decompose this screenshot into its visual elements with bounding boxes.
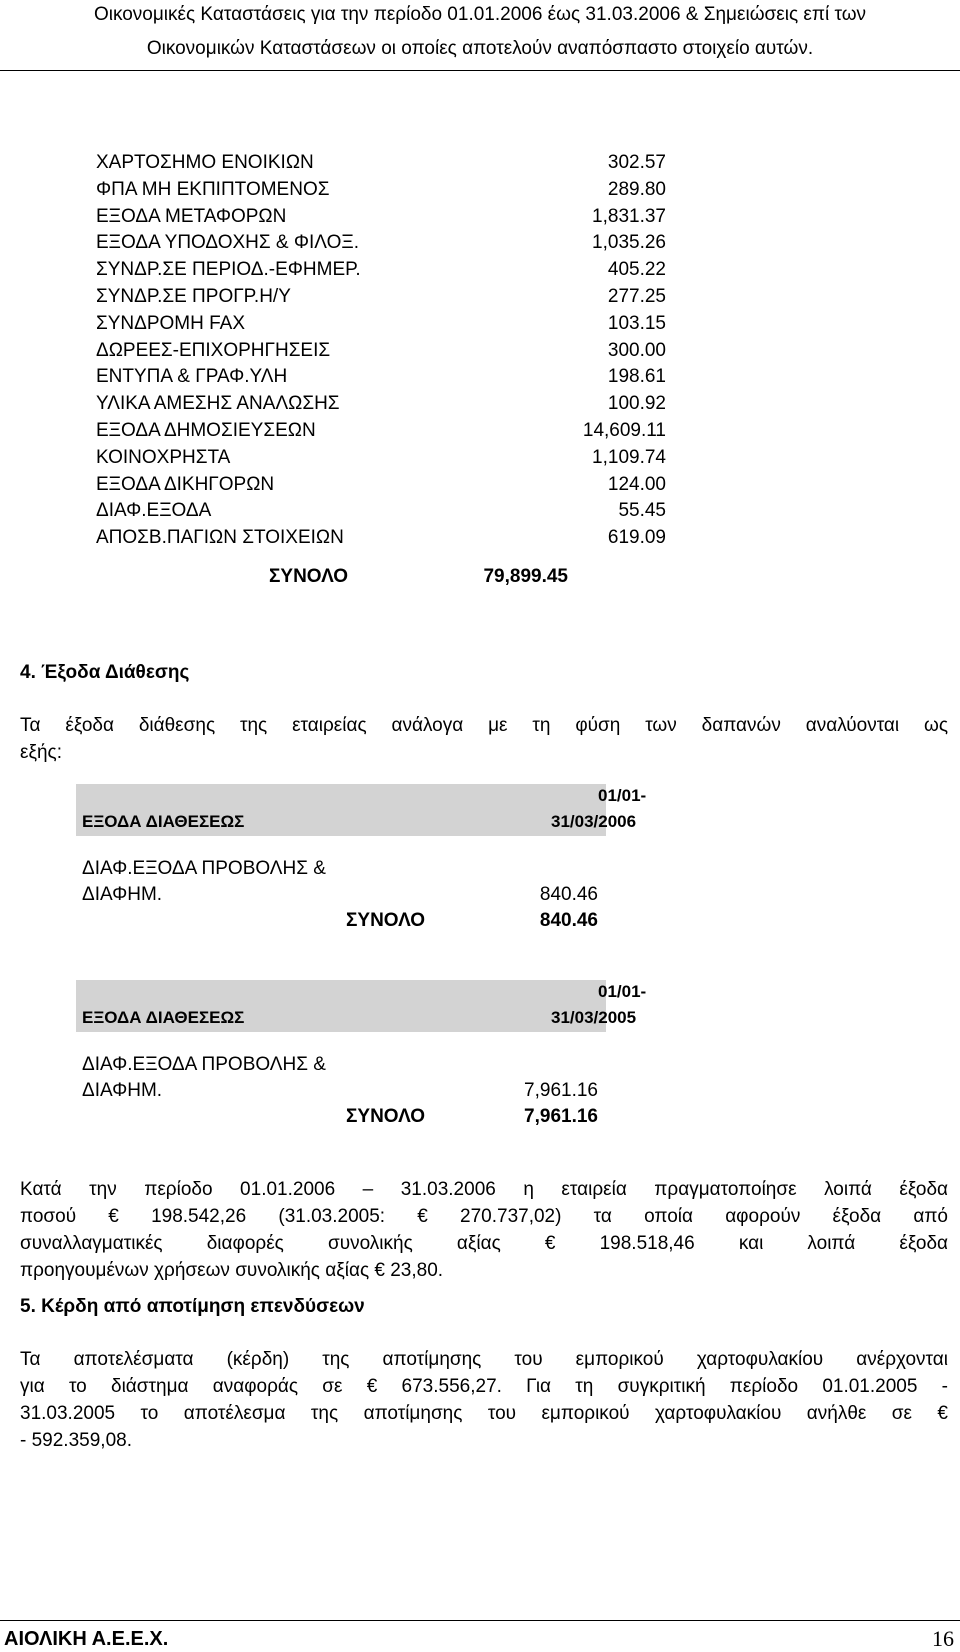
expense-amount: 1,035.26 <box>592 232 666 254</box>
table-row <box>96 230 666 257</box>
table-row <box>96 472 666 499</box>
table-2005-period-line1: 01/01- <box>598 982 647 1001</box>
table-row <box>96 498 666 525</box>
expense-label: ΣΥΝΔΡ.ΣΕ ΠΕΡΙΟΔ.-ΕΦΗΜΕΡ. <box>96 259 361 281</box>
table-row <box>96 364 666 391</box>
table-row <box>96 150 666 177</box>
page-header-line2: Οικονομικών Καταστάσεων οι οποίες αποτελούν αναπόσπαστο στοιχείο αυτών. <box>146 38 814 59</box>
expenses-table <box>96 150 666 552</box>
footer-divider <box>0 1620 960 1621</box>
expense-amount: 302.57 <box>607 152 666 173</box>
footer-page-number: 16 <box>932 1626 954 1651</box>
expense-label: ΔΩΡΕΕΣ-ΕΠΙΧΟΡΗΓΗΣΕΙΣ <box>96 339 331 361</box>
table-2005-total-amount: 7,961.16 <box>524 1106 598 1127</box>
expense-amount: 405.22 <box>607 259 666 281</box>
expense-amount: 103.15 <box>607 312 666 334</box>
table-2006-total-label: ΣΥΝΟΛΟ <box>346 910 426 931</box>
expense-amount: 289.80 <box>607 178 666 200</box>
section-4-paragraph <box>20 1176 948 1284</box>
section-4-paragraph-line: συναλλαγματικές διαφορές συνολικής αξίας € 198.518,46 και λοιπά έξοδα <box>20 1233 948 1254</box>
expense-label: ΦΠΑ ΜΗ ΕΚΠΙΠΤΟΜΕΝΟΣ <box>96 178 330 200</box>
expense-label: ΕΞΟΔΑ ΜΕΤΑΦΟΡΩΝ <box>96 205 287 227</box>
expense-amount: 1,831.37 <box>592 205 666 227</box>
table-row <box>96 338 666 365</box>
expense-label: ΕΞΟΔΑ ΔΗΜΟΣΙΕΥΣΕΩΝ <box>96 419 316 441</box>
section-5-paragraph-line: 31.03.2005 το αποτέλεσμα της αποτίμησης του εμπορικού χαρτοφυλακίου ανήλθε σε € <box>20 1403 948 1424</box>
section-4-intro <box>20 712 948 766</box>
section-5-title: 5. Κέρδη από αποτίμηση επενδύσεων <box>20 1296 365 1317</box>
expense-label: ΣΥΝΔΡΟΜΗ FAX <box>96 312 246 334</box>
expense-label: ΣΥΝΔΡ.ΣΕ ΠΡΟΓΡ.Η/Υ <box>96 285 291 307</box>
expense-amount: 277.25 <box>607 285 666 307</box>
table-2006-header <box>76 784 647 836</box>
section-4-title: 4. Έξοδα Διάθεσης <box>20 662 190 683</box>
section-5-paragraph-line: - 592.359,08. <box>20 1430 132 1451</box>
section-5-paragraph <box>20 1346 948 1454</box>
expense-amount: 14,609.11 <box>582 419 666 441</box>
expenses-total-label: ΣΥΝΟΛΟ <box>269 566 349 587</box>
expenses-total-amount: 79,899.45 <box>483 566 568 587</box>
expense-label: ΑΠΟΣΒ.ΠΑΓΙΩΝ ΣΤΟΙΧΕΙΩΝ <box>96 527 344 549</box>
table-2006-row-label-line1: ΔΙΑΦ.ΕΞΟΔΑ ΠΡΟΒΟΛΗΣ & <box>82 858 326 879</box>
table-2005-header <box>76 980 647 1032</box>
expenses-total-row <box>0 566 660 594</box>
table-2005-row-label-line2: ΔΙΑΦΗΜ. <box>82 1080 163 1101</box>
table-row <box>96 445 666 472</box>
table-2005-total-label: ΣΥΝΟΛΟ <box>346 1106 426 1127</box>
section-4-paragraph-line: προηγουμένων χρήσεων συνολικής αξίας € 23,80. <box>20 1260 444 1281</box>
expense-amount: 124.00 <box>607 473 666 495</box>
table-2006-row-amount: 840.46 <box>539 884 598 905</box>
table-row <box>96 284 666 311</box>
expense-amount: 1,109.74 <box>592 446 666 468</box>
expense-label: ΧΑΡΤΟΣΗΜΟ ΕΝΟΙΚΙΩΝ <box>96 152 314 173</box>
expense-amount: 100.92 <box>607 393 666 415</box>
section-4-intro-line: Τα έξοδα διάθεσης της εταιρείας ανάλογα με τη φύση των δαπανών αναλύονται ως <box>20 715 948 736</box>
section-5-paragraph-line: Τα αποτελέσματα (κέρδη) της αποτίμησης του εμπορικού χαρτοφυλακίου ανέρχονται <box>20 1349 948 1370</box>
table-2006-total-amount: 840.46 <box>539 910 598 931</box>
table-row <box>96 525 666 552</box>
table-2005-header-label: ΕΞΟΔΑ ΔΙΑΘΕΣΕΩΣ <box>82 1008 245 1027</box>
expense-label: ΕΞΟΔΑ ΔΙΚΗΓΟΡΩΝ <box>96 473 275 495</box>
expense-amount: 55.45 <box>618 500 666 522</box>
table-2005-period-line2: 31/03/2005 <box>551 1008 637 1027</box>
table-2005-row-amount: 7,961.16 <box>524 1080 598 1101</box>
expense-amount: 300.00 <box>607 339 666 361</box>
page-header-line1: Οικονομικές Καταστάσεις για την περίοδο 01.01.2006 έως 31.03.2006 & Σημειώσεις επί των <box>93 4 867 25</box>
table-row <box>96 257 666 284</box>
table-row <box>96 418 666 445</box>
section-4-paragraph-line: Κατά την περίοδο 01.01.2006 – 31.03.2006 η εταιρεία πραγματοποίησε λοιπά έξοδα <box>20 1179 948 1200</box>
header-divider <box>0 70 960 71</box>
table-2006-header-label: ΕΞΟΔΑ ΔΙΑΘΕΣΕΩΣ <box>82 812 245 831</box>
table-row <box>96 204 666 231</box>
table-row <box>96 311 666 338</box>
section-5-paragraph-line: για το διάστημα αναφοράς σε € 673.556,27. Για τη συγκριτική περίοδο 01.01.2005 - <box>20 1376 948 1397</box>
table-2005-row-label-line1: ΔΙΑΦ.ΕΞΟΔΑ ΠΡΟΒΟΛΗΣ & <box>82 1054 326 1075</box>
expense-label: ΕΞΟΔΑ ΥΠΟΔΟΧΗΣ & ΦΙΛΟΞ. <box>96 232 360 254</box>
expense-amount: 198.61 <box>607 366 666 388</box>
expense-label: ΔΙΑΦ.ΕΞΟΔΑ <box>96 500 212 522</box>
expense-label: ΕΝΤΥΠΑ & ΓΡΑΦ.ΥΛΗ <box>96 366 288 388</box>
footer-company: ΑΙΟΛΙΚΗ Α.Ε.Ε.Χ. <box>4 1628 169 1650</box>
table-2006-row-label-line2: ΔΙΑΦΗΜ. <box>82 884 163 905</box>
table-2006-period-line1: 01/01- <box>598 786 647 805</box>
section-4-paragraph-line: ποσού € 198.542,26 (31.03.2005: € 270.737,02) τα οποία αφορούν έξοδα από <box>20 1206 948 1227</box>
expense-amount: 619.09 <box>607 527 666 549</box>
table-row <box>96 177 666 204</box>
expense-label: ΥΛΙΚΑ ΑΜΕΣΗΣ ΑΝΑΛΩΣΗΣ <box>96 393 340 415</box>
table-2006-period-line2: 31/03/2006 <box>551 812 637 831</box>
section-4-intro-line: εξής: <box>20 742 62 763</box>
expense-label: ΚΟΙΝΟΧΡΗΣΤΑ <box>96 446 231 468</box>
table-row <box>96 391 666 418</box>
